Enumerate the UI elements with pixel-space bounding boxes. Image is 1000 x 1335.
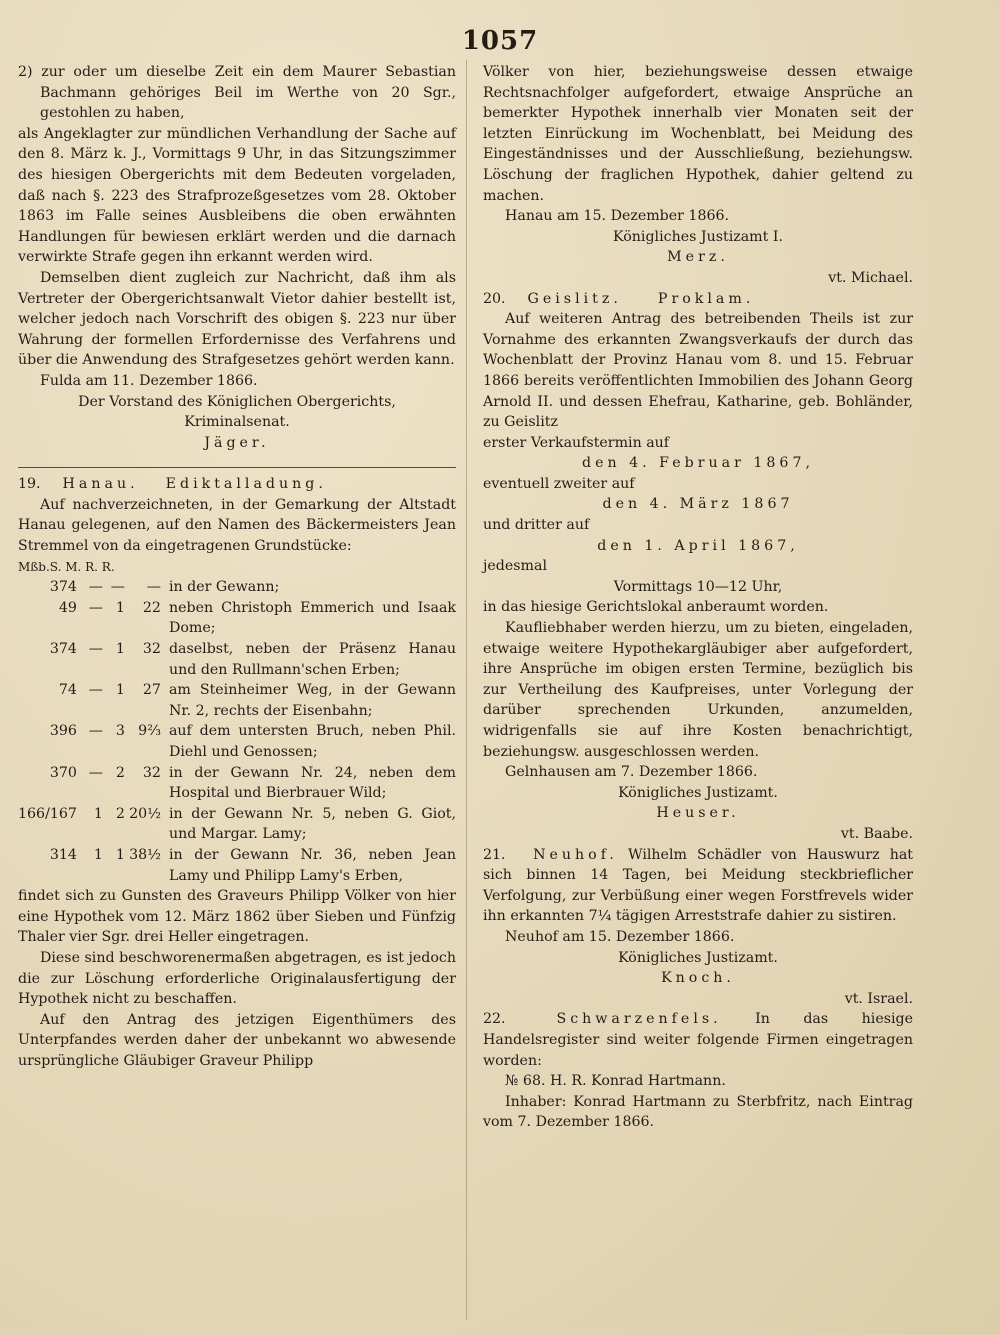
parcel-cell-b: — [88,764,103,781]
parcel-description: in der Gewann; [168,579,280,596]
each-time-label: jedesmal [483,558,548,575]
section-divider [18,467,456,468]
parcel-cell-b: — [88,579,103,596]
signature-merz: Merz. [667,249,729,266]
parcel-description: am Steinheimer Weg, in der Gewann Nr. 2, rechts der Eisenbahn; [168,682,456,719]
parcel-cell-d: — [146,579,161,596]
parcel-description: in der Gewann Nr. 5, neben G. Giot, und Margar. Lamy; [168,805,456,843]
section-20-place: Geislitz. [527,290,622,307]
section-22-number: 22. [483,1011,506,1028]
section-19-intro: Auf nachverzeichneten, in der Gemarkung der Altstadt Hanau gelegenen, auf den Namen des Bäckermeisters Jean Stremmel von da eingetragenen Grundstücke: [18,496,456,555]
parcel-row [18,721,456,762]
page-number: 1057 [461,26,539,56]
parcel-cell-b: 1 [93,846,103,863]
vt-israel: vt. Israel. [844,990,913,1007]
parcel-cell-b: 1 [93,805,103,822]
parcel-cell-c: 2 [115,764,125,781]
third-term-label: und dritter auf [483,517,590,534]
left-column [18,62,456,1072]
parcel-cell-c: 3 [115,723,125,740]
parcel-cell-a: 314 [49,846,77,863]
authority-line-2: Kriminalsenat. [184,414,290,431]
section-19-request: Auf den Antrag des jetzigen Eigenthümers des Unterpfandes werden daher der unbekannt wo abwesende ursprüngliche Gläubiger Graveur Philipp [18,1011,456,1069]
gelnhausen-date: Gelnhausen am 7. Dezember 1866. [505,764,758,781]
parcel-cell-c: 2 [115,805,125,822]
section-22-body: In das hiesige Handelsregister sind weiter folgende Firmen eingetragen worden: [483,1011,914,1069]
first-term-date: den 4. Februar 1867, [581,455,814,472]
notice-text: Demselben dient zugleich zur Nachricht, daß ihm als Vertreter der Obergerichtsanwalt Vietor dahier bestellt ist, welcher jedoch nach Vorschrift des obigen §. 223 nur über Wahrung der formellen Erfordernisse des Verfahrens und über die Anwendung des Strafgesetzes gehört werden kann. [18,269,456,369]
parcel-row [18,845,456,886]
parcel-row [18,763,456,804]
firm-owner: Inhaber: Konrad Hartmann zu Sterbfritz, nach Eintrag vom 7. Dezember 1866. [483,1093,913,1131]
parcel-cell-d: 9⅔ [138,723,161,740]
parcel-row [18,598,456,639]
section-20-buyers: Kaufliebhaber werden hierzu, um zu bieten, eingeladen, etwaige weitere Hypothekargläubiger aber aufgefordert, ihre Ansprüche im obigen ersten Termine, bezüglich bis zur Vertheilung des Kaufpreises, unter Vorlegung der darüber sprechenden Urkunden, anzumelden, widrigenfalls sie auf ihre Kosten benachrichtigt, beziehungsw. ausgeschlossen werden. [483,620,913,760]
section-19-heading [18,474,456,495]
parcel-cell-b: — [88,599,103,616]
third-term-date: den 1. April 1867, [597,537,799,554]
hanau-authority: Königliches Justizamt I. [613,228,783,245]
parcel-cell-c: 1 [115,641,125,658]
first-term-label: erster Verkaufstermin auf [483,434,670,451]
parcel-cell-c: 1 [115,599,125,616]
section-19-mortgage: findet sich zu Gunsten des Graveurs Philipp Völker von hier eine Hypothek vom 12. März 1862 über Sieben und Fünfzig Thaler vier Sgr. drei Heller eingetragen. [18,888,456,946]
parcel-cell-c: — [110,579,125,596]
parcel-table-header: Mßb.S. M. R. R. [18,559,115,574]
signature-heuser: Heuser. [656,805,740,822]
summons-text: als Angeklagter zur mündlichen Verhandlung der Sache auf den 8. März k. J., Vormittags 9 Uhr, in das Sitzungszimmer des hiesigen Obergerichts mit dem Bedeuten vorgeladen, daß nach §. 223 des Strafprozeßgesetzes vom 28. Oktober 1863 im Falle seines Ausbleibens die oben erwähnten Handlungen für bewiesen erklärt werden und die darnach verwirkte Strafe gegen ihn erkannt werden wird. [18,125,456,266]
section-22-text [483,1009,913,1071]
parcel-description: in der Gewann Nr. 24, neben dem Hospital und Bierbrauer Wild; [168,764,456,802]
parcel-cell-c: 1 [115,682,125,699]
parcel-cell-a: 74 [58,682,77,699]
neuhof-authority: Königliches Justizamt. [618,949,778,966]
parcel-row [18,804,456,845]
neuhof-date: Neuhof am 15. Dezember 1866. [505,928,735,945]
section-19-repaid: Diese sind beschworenermaßen abgetragen, es ist jedoch die zur Löschung erforderliche Originalausfertigung der Hypothek nicht zu beschaffen. [18,949,456,1008]
parcel-cell-b: — [88,641,103,658]
parcel-description: auf dem untersten Bruch, neben Phil. Diehl und Genossen; [168,723,456,760]
parcel-cell-d: 32 [142,764,161,781]
parcel-cell-d: 22 [142,599,161,616]
section-20-title: Proklam. [657,290,755,307]
parcel-cell-a: 374 [49,579,77,596]
parcel-description: in der Gewann Nr. 36, neben Jean Lamy und Philipp Lamy's Erben, [168,846,456,884]
parcel-cell-a: 374 [49,641,77,658]
section-20-intro: Auf weiteren Antrag des betreibenden Theils ist zur Vornahme des erkannten Zwangsverkaufs der durch das Wochenblatt der Provinz Hanau vom 8. und 15. Februar 1866 bereits veröffentlichten Immobilien des Johann Georg Arnold II. und dessen Ehefrau, Katharine, geb. Bohländer, zu Geislitz [483,311,913,431]
section-21-number: 21. [483,846,506,863]
section-21-place: Neuhof. [533,846,618,863]
signature-jaeger: Jäger. [204,434,270,451]
parcel-table [18,557,456,887]
parcel-description: neben Christoph Emmerich und Isaak Dome; [168,599,456,637]
section-19-title: Ediktalladung. [165,476,327,493]
section-20-location: in das hiesige Gerichtslokal anberaumt worden. [483,599,829,616]
signature-knoch: Knoch. [661,970,735,987]
parcel-row [18,639,456,680]
firm-entry: № 68. H. R. Konrad Hartmann. [505,1073,726,1090]
parcel-cell-b: — [88,682,103,699]
term-time: Vormittags 10—12 Uhr, [613,578,783,595]
vt-baabe: vt. Baabe. [840,825,913,842]
gelnhausen-authority: Königliches Justizamt. [618,784,778,801]
parcel-description: daselbst, neben der Präsenz Hanau und den Rullmann'schen Erben; [168,641,456,678]
section-21-body: Wilhelm Schädler von Hauswurz hat sich binnen 14 Tagen, bei Meidung steckbrieflicher Verfolgung, zur Verbüßung einer wegen Forstfrevels wider ihn erkannten 7¼ tägigen Arreststrafe dahier zu sistiren. [483,846,914,925]
parcel-cell-a: 166/167 [18,805,77,822]
parcel-cell-d: 20½ [129,805,161,822]
section-22-place: Schwarzenfels. [556,1011,722,1028]
parcel-cell-d: 32 [142,641,161,658]
parcel-cell-d: 27 [142,682,161,699]
column-divider [466,60,467,1320]
parcel-row [18,680,456,721]
authority-line-1: Der Vorstand des Königlichen Obergerichts, [78,393,396,410]
parcel-cell-a: 370 [49,764,77,781]
section-20-heading [483,289,913,310]
vt-michael: vt. Michael. [828,269,913,286]
parcel-cell-a: 396 [49,723,77,740]
fulda-date: Fulda am 11. Dezember 1866. [40,372,258,389]
right-column [483,62,913,1133]
section-19-place: Hanau. [62,476,139,493]
section-19-continuation: Völker von hier, beziehungsweise dessen etwaige Rechtsnachfolger aufgefordert, etwaige Ansprüche an bemerkter Hypothek innerhalb vier Monaten seit der letzten Einrückung im Wochenblatt, bei Meidung des Eingeständnisses und der Ausschließung, beziehungsw. Löschung der fraglichen Hypothek, dahier geltend zu machen. [483,64,913,204]
section-21-text [483,845,913,927]
parcel-cell-c: 1 [115,846,125,863]
parcel-cell-b: — [88,723,103,740]
section-20-number: 20. [483,290,506,307]
hanau-date: Hanau am 15. Dezember 1866. [505,208,730,225]
second-term-label: eventuell zweiter auf [483,475,635,492]
section-19-number: 19. [18,476,41,493]
item-2-text: 2) zur oder um dieselbe Zeit ein dem Maurer Sebastian Bachmann gehöriges Beil im Werthe von 20 Sgr., gestohlen zu haben, [18,64,456,122]
parcel-cell-d: 38½ [129,846,161,863]
parcel-row [18,577,456,598]
second-term-date: den 4. März 1867 [602,496,794,513]
parcel-cell-a: 49 [58,599,77,616]
